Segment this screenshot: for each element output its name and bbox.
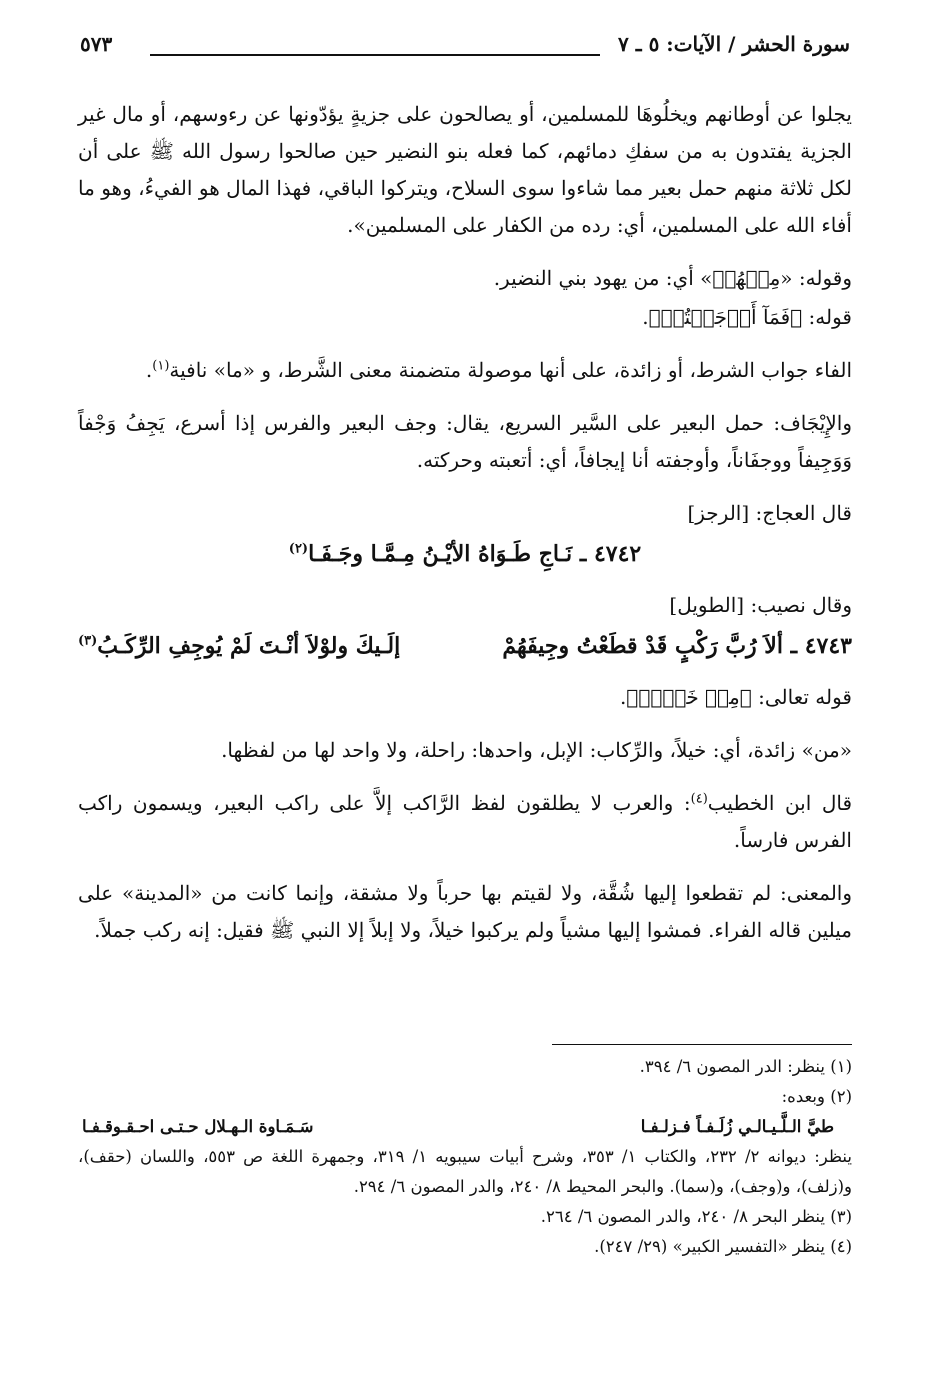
verse-text: إلَـيكَ ولوْلاَ أنْـتَ لَمْ يُوجِفِ الرِّكَـبُ: [97, 633, 401, 659]
verse-hemistich-1: ٤٧٤٣ ـ ألاَ رُبَّ رَكْبٍ قَدْ قطَعْتُ وجِيفَهُمْ: [502, 633, 852, 659]
paragraph: وقوله: «مِنۡهُمۡ» أي: من يهود بني النضير.: [493, 266, 852, 290]
footnote-ref: (٣): [78, 633, 98, 649]
footnote-separator: [552, 1044, 852, 1045]
running-title: سورة الحشر / الآيات: ٥ ـ ٧: [618, 32, 850, 56]
paragraph: وقال نصيب: [الطويل]: [669, 593, 852, 617]
verse-text: ٤٧٤٢ ـ نَـاجِ طَـوَاهُ الأيْـنُ مِـمَّـا وجَـفَـا: [308, 541, 642, 567]
paragraph: [78, 785, 852, 859]
footnote-verse-2: سَـمَـاوة الـهـلال حـتـى احـقـوقـفـا: [82, 1117, 314, 1136]
paragraph-text: الفاء جواب الشرط، أو زائدة، على أنها موصولة متضمنة معنى الشَّرط، و «ما» نافية: [169, 358, 852, 382]
main-text: [78, 96, 852, 965]
verse-hemistich-2: [78, 628, 400, 665]
paragraph: قال العجاج: [الرجز]: [687, 501, 852, 525]
footnote-verse-1: طيَّ الـلَّـيـالـي زُلَـفـاً فـزلـفـا: [640, 1117, 834, 1136]
footnote-verse: [78, 1112, 852, 1142]
paragraph: «من» زائدة، أي: خيلاً، والرِّكاب: الإبل، واحدها: راحلة، ولا واحد لها من لفظها.: [221, 738, 852, 762]
footnote-4: (٤) ينظر «التفسير الكبير» (٢٩/ ٢٤٧).: [594, 1237, 852, 1256]
paragraph-end: .: [145, 358, 153, 382]
footnote-ref: (٢): [288, 541, 309, 557]
verse-4742: [78, 536, 852, 573]
paragraph: قوله: ﴿فَمَآ أَوۡجَفۡتُمۡ﴾.: [642, 305, 852, 329]
footnote-2: (٢) وبعده:: [781, 1087, 852, 1106]
header-rule: [150, 54, 600, 56]
paragraph: [78, 352, 852, 389]
page-number: ٥٧٣: [80, 32, 113, 56]
verse-4743: [78, 628, 852, 665]
footnote-2-sources: ينظر: ديوانه ٢/ ٢٣٢، والكتاب ١/ ٣٥٣، وشرح أبيات سيبويه ١/ ٣١٩، وجمهرة اللغة ص ٥٥٣، واللسان (حقف)، و(زلف)، و(وجف)، و(سما). والبحر المحيط ٨/ ٢٤٠، والدر المصون ٦/ ٢٩٤.: [78, 1147, 852, 1196]
paragraph: يجلوا عن أوطانهم ويخلُوهَا للمسلمين، أو يصالحون على جزيةٍ يؤدّونها عن رءوسهم، أو مال غير الجزية يفتدون به من سفكِ دمائهم، كما فعله بنو النضير حين صالحوا رسول الله ﷺ على أن لكل ثلاثة منهم حمل بعير مما شاءوا سوى السلاح، ويتركوا الباقي، فهذا المال هو الفيءُ، وهو ما أفاء الله على المسلمين، أي: رده من الكفار على المسلمين».: [78, 102, 852, 237]
footnotes: [78, 1052, 852, 1262]
paragraph: والإِيْجَاف: حمل البعير على السَّير السريع، يقال: وجف البعير والفرس إذا أسرع، يَجِفُ وَجْفاً وَوَجِيفاً ووجفَاناً، وأوجفته أنا إيجافاً، أي: أتعبته وحركته.: [78, 411, 852, 472]
paragraph: قوله تعالى: ﴿مِنۡ خَيۡلٖ﴾.: [619, 685, 852, 709]
footnote-1: (١) ينظر: الدر المصون ٦/ ٣٩٤.: [639, 1057, 852, 1076]
footnote-ref: (١): [152, 358, 170, 374]
footnote-3: (٣) ينظر البحر ٨/ ٢٤٠، والدر المصون ٦/ ٢٦٤.: [540, 1207, 852, 1226]
paragraph: والمعنى: لم تقطعوا إليها شُقَّة، ولا لقيتم بها حرباً ولا مشقة، وإنما كانت من «المدينة» على ميلين قاله الفراء. فمشوا إليها مشياً ولم يركبوا خيلاً، ولا إبلاً إلا النبي ﷺ فقيل: إنه ركب جملاً.: [78, 881, 852, 942]
paragraph-text: قال ابن الخطيب: [707, 791, 853, 815]
page-header: [80, 28, 850, 68]
footnote-ref: (٤): [690, 791, 708, 807]
paragraph-text: : والعرب لا يطلقون لفظ الرَّاكب إلاَّ على راكب البعير، ويسمون راكب الفرس فارساً.: [78, 791, 852, 852]
